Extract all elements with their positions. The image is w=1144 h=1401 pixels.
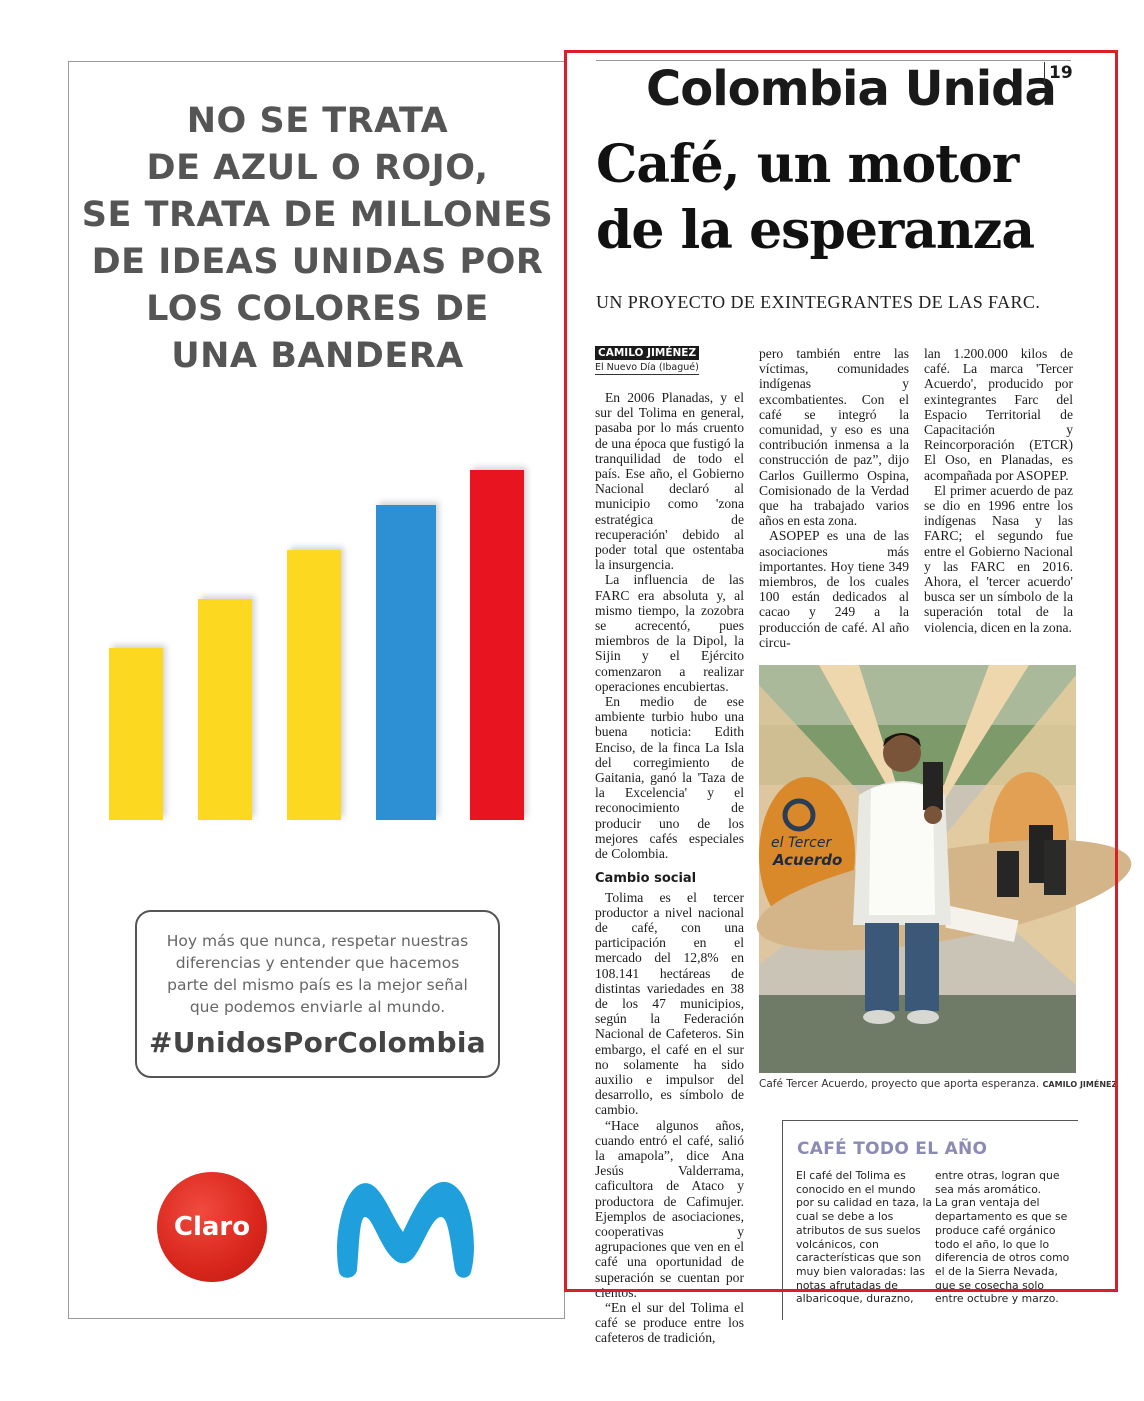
- ad-message-line: que podemos enviarle al mundo.: [189, 998, 446, 1016]
- article-column-3: [924, 346, 1073, 635]
- sidebar-line: que se cosecha solo: [935, 1278, 1044, 1292]
- sidebar-line: muy bien valoradas: las: [796, 1264, 926, 1278]
- ad-headline: [69, 98, 566, 380]
- article-photo: [759, 665, 1076, 1073]
- ad-headline-line: NO SE TRATA: [186, 101, 449, 141]
- paragraph: pero también entre las víctimas, comunidades indígenas y excombatientes. Con el café se integró la comunidad, y eso es una contribución inmensa a la construcción de paz”, dijo Carlos Guillermo Ospina, Comisionado de la Verdad que ha trabajado varios años en esta zona.: [759, 346, 909, 529]
- flag-bar: [470, 470, 524, 820]
- headline-line: de la esperanza: [596, 200, 1035, 261]
- ad-headline-line: UNA BANDERA: [171, 336, 464, 376]
- paragraph: La influencia de las FARC era absoluta y, al mismo tiempo, la zozobra se acrecentó, pues miembros de la Dipol, la Sijin y el Ejército comenzaron a realizar operaciones encubiertas.: [595, 572, 744, 694]
- section-title: Colombia Unida: [646, 61, 1056, 117]
- sidebar-line: atributos de sus suelos: [796, 1223, 921, 1237]
- page-number: 19: [1044, 62, 1073, 84]
- claro-logo-text: Claro: [173, 1212, 251, 1242]
- article-deck: UN PROYECTO DE EXINTEGRANTES DE LAS FARC.: [596, 292, 1041, 312]
- subheading: Cambio social: [595, 871, 697, 887]
- sidebar-line: el de la Sierra Nevada,: [935, 1264, 1058, 1278]
- sidebar-line: notas afrutadas de: [796, 1278, 898, 1292]
- article-column-2: [759, 346, 909, 650]
- paragraph: Tolima es el tercer productor a nivel nacional de café, con una participación en el mercado del 12,8% en 108.141 hectáreas de distintas variedades en 38 de los 47 municipios, según la Federación Nacional de Cafeteros. Sin embargo, el café en el sur no solamente ha sido auxilio e impulsor del desarrollo, es símbolo de cambio.: [595, 889, 744, 1118]
- ad-headline-line: DE IDEAS UNIDAS POR: [91, 242, 544, 282]
- sidebar-column-1: [796, 1169, 946, 1306]
- paragraph: “Hace algunos años, cuando entró el café, salió la amapola”, dice Ana Jesús Valderrama, caficultora de Ataco y productora de Cafimujer. Ejemplos de asociaciones, cooperativas y agrupaciones que ven en el café una oportunidad de superación se cuentan por cientos.: [595, 1117, 744, 1300]
- sidebar-line: características que son: [796, 1251, 922, 1265]
- article-headline: [596, 132, 1034, 264]
- sidebar-line: por su calidad en taza, la: [796, 1196, 933, 1210]
- ad-headline-line: LOS COLORES DE: [146, 289, 489, 329]
- sidebar-line: todo el año, lo que lo: [935, 1237, 1050, 1251]
- sidebar-line: La gran ventaja del: [935, 1196, 1040, 1210]
- paragraph: El primer acuerdo de paz se dio en 1996 entre los indígenas Nasa y las FARC; el segundo fue entre el Gobierno Nacional y las FARC en 2016. Ahora, el 'tercer acuerdo' busca ser un símbolo de la superación total de la violencia, dicen en la zona.: [924, 482, 1073, 635]
- paragraph: En medio de ese ambiente turbio hubo una buena noticia: Edith Enciso, de la finca La Isla del corregimiento de Gaitania, ganó la 'Taza de la Excelencia' y el reconocimiento de producir uno de los mejores cafés especiales de Colombia.: [595, 694, 744, 862]
- claro-logo: [157, 1172, 267, 1282]
- headline-line: Café, un motor: [596, 134, 1019, 195]
- movistar-m-icon: [331, 1172, 481, 1282]
- paragraph: lan 1.200.000 kilos de café. La marca 'Tercer Acuerdo', producido por exintegrantes Farc del Espacio Territorial de Capacitación y Reincorporación (ETCR) El Oso, en Planadas, es acompañada por ASOPEP.: [924, 346, 1073, 483]
- ad-message: [151, 930, 484, 1018]
- advertisement: [68, 61, 565, 1319]
- sidebar-line: departamento es que se: [935, 1210, 1068, 1224]
- flag-bar: [376, 505, 436, 820]
- ad-headline-line: SE TRATA DE MILLONES: [81, 195, 554, 235]
- article-column-1: [595, 390, 744, 1346]
- ad-hashtag: #UnidosPorColombia: [149, 1026, 486, 1059]
- paragraph: “En el sur del Tolima el café se produce entre los cafeteros de tradición,: [595, 1299, 744, 1346]
- banner-text: Acuerdo: [773, 851, 843, 869]
- ad-message-line: parte del mismo país es la mejor señal: [167, 976, 468, 994]
- flag-bar: [109, 648, 163, 820]
- sidebar-line: entre octubre y marzo.: [935, 1292, 1059, 1306]
- sidebar-box: [782, 1120, 1078, 1320]
- sidebar-line: diferencia de otros como: [935, 1251, 1070, 1265]
- ad-message-line: diferencias y entender que hacemos: [175, 954, 460, 972]
- banner-text: el Tercer: [771, 835, 832, 851]
- sidebar-line: El café del Tolima es: [796, 1169, 906, 1182]
- photo-caption: [759, 1078, 1117, 1090]
- sidebar-line: sea más aromático.: [935, 1182, 1042, 1196]
- sidebar-line: volcánicos, con: [796, 1237, 879, 1251]
- flag-bar: [287, 550, 341, 820]
- sidebar-line: cual se debe a los: [796, 1210, 894, 1224]
- sidebar-line: albaricoque, durazno,: [796, 1292, 914, 1306]
- ad-headline-line: DE AZUL O ROJO,: [146, 148, 489, 188]
- sidebar-line: entre otras, logran que: [935, 1169, 1060, 1182]
- caption-text: Café Tercer Acuerdo, proyecto que aporta esperanza.: [759, 1078, 1040, 1090]
- author-byline: CAMILO JIMÉNEZ: [595, 346, 699, 360]
- paragraph: En 2006 Planadas, y el sur del Tolima en general, pasaba por lo más cruento de una época que fustigó la tranquilidad de todo el país. Ese año, el Gobierno Nacional declaró al municipio como 'zona estratégica de recuperación' debido al poder total que ostentaba la insurgencia.: [595, 390, 744, 573]
- byline-source: El Nuevo Día (Ibagué): [595, 362, 699, 373]
- ad-message-line: Hoy más que nunca, respetar nuestras: [166, 932, 469, 950]
- sidebar-column-2: [935, 1169, 1085, 1306]
- flag-bar: [198, 599, 252, 820]
- flag-bars-graphic: [69, 462, 566, 822]
- photo-credit: CAMILO JIMÉNEZ: [1042, 1080, 1118, 1089]
- paragraph: ASOPEP es una de las asociaciones más importantes. Hoy tiene 349 miembros, de los cuales 100 están dedicados al cacao y 249 a la producción de café. Al año circu-: [759, 528, 909, 650]
- sidebar-line: conocido en el mundo: [796, 1182, 916, 1196]
- sidebar-title: CAFÉ TODO EL AÑO: [797, 1139, 988, 1159]
- newspaper-page: [566, 50, 1122, 1346]
- ad-message-box: [135, 910, 500, 1078]
- sidebar-line: produce café orgánico: [935, 1223, 1056, 1237]
